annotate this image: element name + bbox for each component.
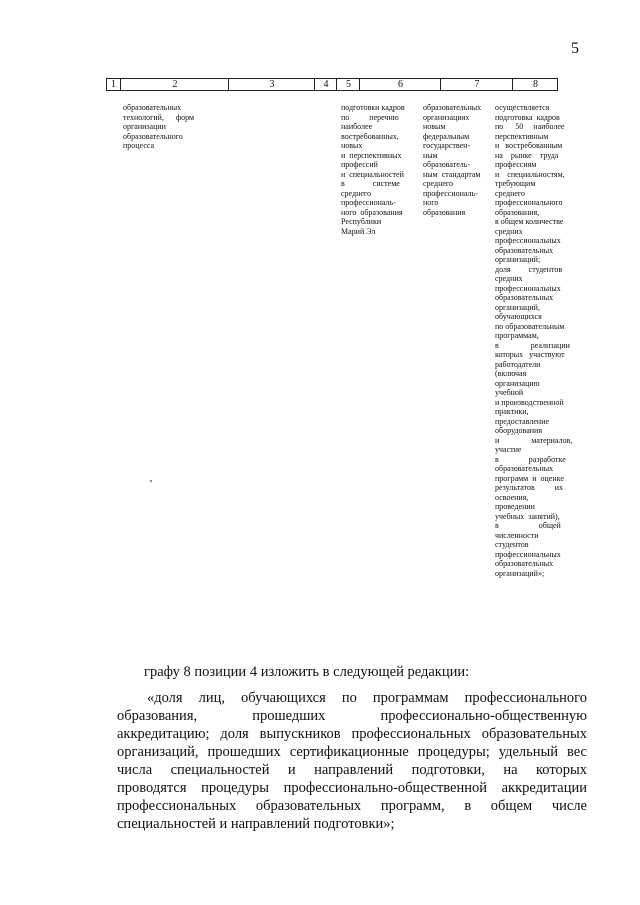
cell-text-line: образовательного (123, 131, 183, 141)
cell-text-line: в разработке (495, 454, 566, 464)
cell-text-line: процесса (123, 141, 155, 150)
cell-text-line: федеральным (423, 131, 470, 141)
cell-text-line: и специальностям, (495, 169, 565, 179)
cell-text-line: ного образования (341, 207, 403, 217)
cell-text-line: по перечню (341, 112, 399, 122)
cell-text-line: средних (495, 226, 523, 236)
cell-text-line: по 50 наиболее (495, 122, 565, 131)
table-header-cell: 2 (120, 79, 229, 90)
cell-text-line: средних (495, 274, 523, 283)
paragraph-line: организаций, прошедших сертификационные процедуры; удельный вес (117, 744, 587, 760)
instruction-paragraph: графу 8 позиции 4 изложить в следующей редакции: (144, 664, 470, 680)
table-header-cell: 1 (111, 79, 116, 90)
cell-text-line: наиболее (341, 122, 373, 131)
cell-text-line: организациях (423, 112, 470, 122)
cell-text-line: ным стандартам (423, 169, 481, 179)
cell-text-line: профессиональ- (341, 198, 396, 207)
cell-text-line: Республики (341, 217, 382, 226)
table-cell-col8 (495, 103, 572, 578)
cell-text-line: ного (423, 198, 439, 207)
cell-text-line: программ и оценке (495, 473, 564, 483)
cell-text-line: технологий, форм (123, 112, 195, 122)
cell-text-line: образователь- (423, 160, 471, 169)
cell-text-line: освоения, (495, 492, 529, 502)
cell-text-line: профессиям (495, 160, 537, 169)
table-header-cell: 5 (336, 79, 360, 90)
cell-text-line: и перспективных (341, 150, 402, 160)
cell-text-line: (включая (495, 369, 527, 378)
paragraph-line: образования, прошедших профессионально-общественную (117, 708, 587, 724)
cell-text-line: образовательных (123, 103, 182, 112)
cell-text-line: образовательных (495, 293, 554, 302)
cell-text-line: ным (423, 150, 438, 160)
cell-text-line: профессий (341, 160, 378, 169)
cell-text-line: осуществляется (495, 103, 550, 112)
cell-text-line: профессиональных (495, 549, 561, 559)
cell-text-line: профессиональных (495, 283, 561, 293)
cell-text-line: в общей (495, 521, 561, 530)
cell-text-line: и производственной (495, 397, 564, 407)
cell-text-line: организаций; (495, 255, 541, 264)
cell-text-line: обучающихся (495, 312, 542, 321)
cell-text-line: численности (495, 530, 539, 540)
cell-text-line: на рынке труда (495, 150, 559, 160)
cell-text-line: проведении (495, 502, 535, 511)
cell-text-line: требующим (495, 179, 536, 188)
cell-text-line: среднего (495, 188, 525, 198)
cell-text-line: участие (495, 445, 522, 454)
cell-text-line: в реализации (495, 340, 570, 350)
cell-text-line: профессиональных (495, 236, 561, 245)
cell-text-line: учебных занятий), (495, 511, 560, 521)
cell-text-line: в системе (341, 179, 400, 188)
cell-text-line: новым (423, 122, 446, 131)
table-header-cell: 3 (228, 79, 315, 90)
cell-text-line: перспективным (495, 131, 549, 141)
cell-text-line: программам, (495, 331, 539, 340)
cell-text-line: востребованных, (341, 131, 399, 141)
paragraph-line: аккредитацию; доля выпускников профессиональных образовательных (117, 726, 587, 742)
paragraph-line: числа специальностей и направлений подготовки, на которых (117, 762, 587, 778)
cell-text-line: практики, (495, 407, 529, 416)
cell-text-line: которых участвуют (495, 350, 565, 359)
cell-text-line: и востребованным (495, 141, 563, 150)
cell-text-line: предоставление (495, 416, 550, 426)
cell-text-line: и материалов, (495, 435, 573, 445)
cell-text-line: оборудования (495, 426, 542, 435)
cell-text-line: профессиональ- (423, 188, 478, 198)
cell-text-line: образования (423, 207, 466, 217)
cell-text-line: работодатели (495, 359, 541, 369)
cell-text-line: профессионального (495, 198, 563, 207)
table-header-row (106, 78, 558, 91)
cell-text-line: образовательных (495, 559, 554, 568)
table-header-cell: 7 (440, 79, 513, 90)
cell-text-line: учебной (495, 388, 524, 397)
quoted-amendment-paragraph (117, 689, 587, 833)
table-cell-col6 (341, 103, 405, 236)
table-cell-col2 (123, 103, 194, 151)
cell-text-line: подготовка кадров (495, 112, 560, 122)
page-number: 5 (571, 40, 579, 57)
cell-text-line: подготовки кадров (341, 103, 405, 112)
cell-text-line: организаций»; (495, 568, 545, 578)
cell-text-line: среднего (423, 179, 453, 188)
cell-text-line: образовательных (423, 103, 482, 112)
cell-text-line: государствен- (423, 141, 471, 150)
table-header-cell: 8 (512, 79, 558, 90)
table-header-cell: 6 (359, 79, 441, 90)
table-header-cell: 4 (314, 79, 337, 90)
cell-text-line: организации (123, 122, 166, 131)
cell-text-line: доля студентов (495, 264, 563, 274)
cell-text-line: новых (341, 141, 363, 150)
paragraph-line: профессиональных образовательных программ, в общем числе (117, 798, 587, 814)
table-cell-col7 (423, 103, 481, 217)
cell-text-line: среднего (341, 188, 371, 198)
cell-text-line: образования, (495, 207, 540, 217)
cell-text-line: в общем количестве (495, 217, 564, 226)
cell-text-line: и специальностей (341, 169, 404, 179)
scan-speck (150, 480, 152, 482)
cell-text-line: организаций, (495, 302, 540, 312)
paragraph-line: проводятся процедуры профессионально-общественной аккредитации (117, 780, 587, 796)
paragraph-line: «доля лиц, обучающихся по программам профессионального (147, 690, 587, 706)
cell-text-line: результатов их (495, 483, 564, 492)
cell-text-line: образовательных (495, 464, 554, 473)
cell-text-line: Марий Эл (341, 226, 376, 236)
paragraph-line: специальностей и направлений подготовки»; (117, 816, 395, 832)
cell-text-line: образовательных (495, 245, 554, 255)
cell-text-line: организацию (495, 378, 540, 388)
cell-text-line: по образовательным (495, 321, 565, 331)
cell-text-line: студентов (495, 540, 529, 549)
